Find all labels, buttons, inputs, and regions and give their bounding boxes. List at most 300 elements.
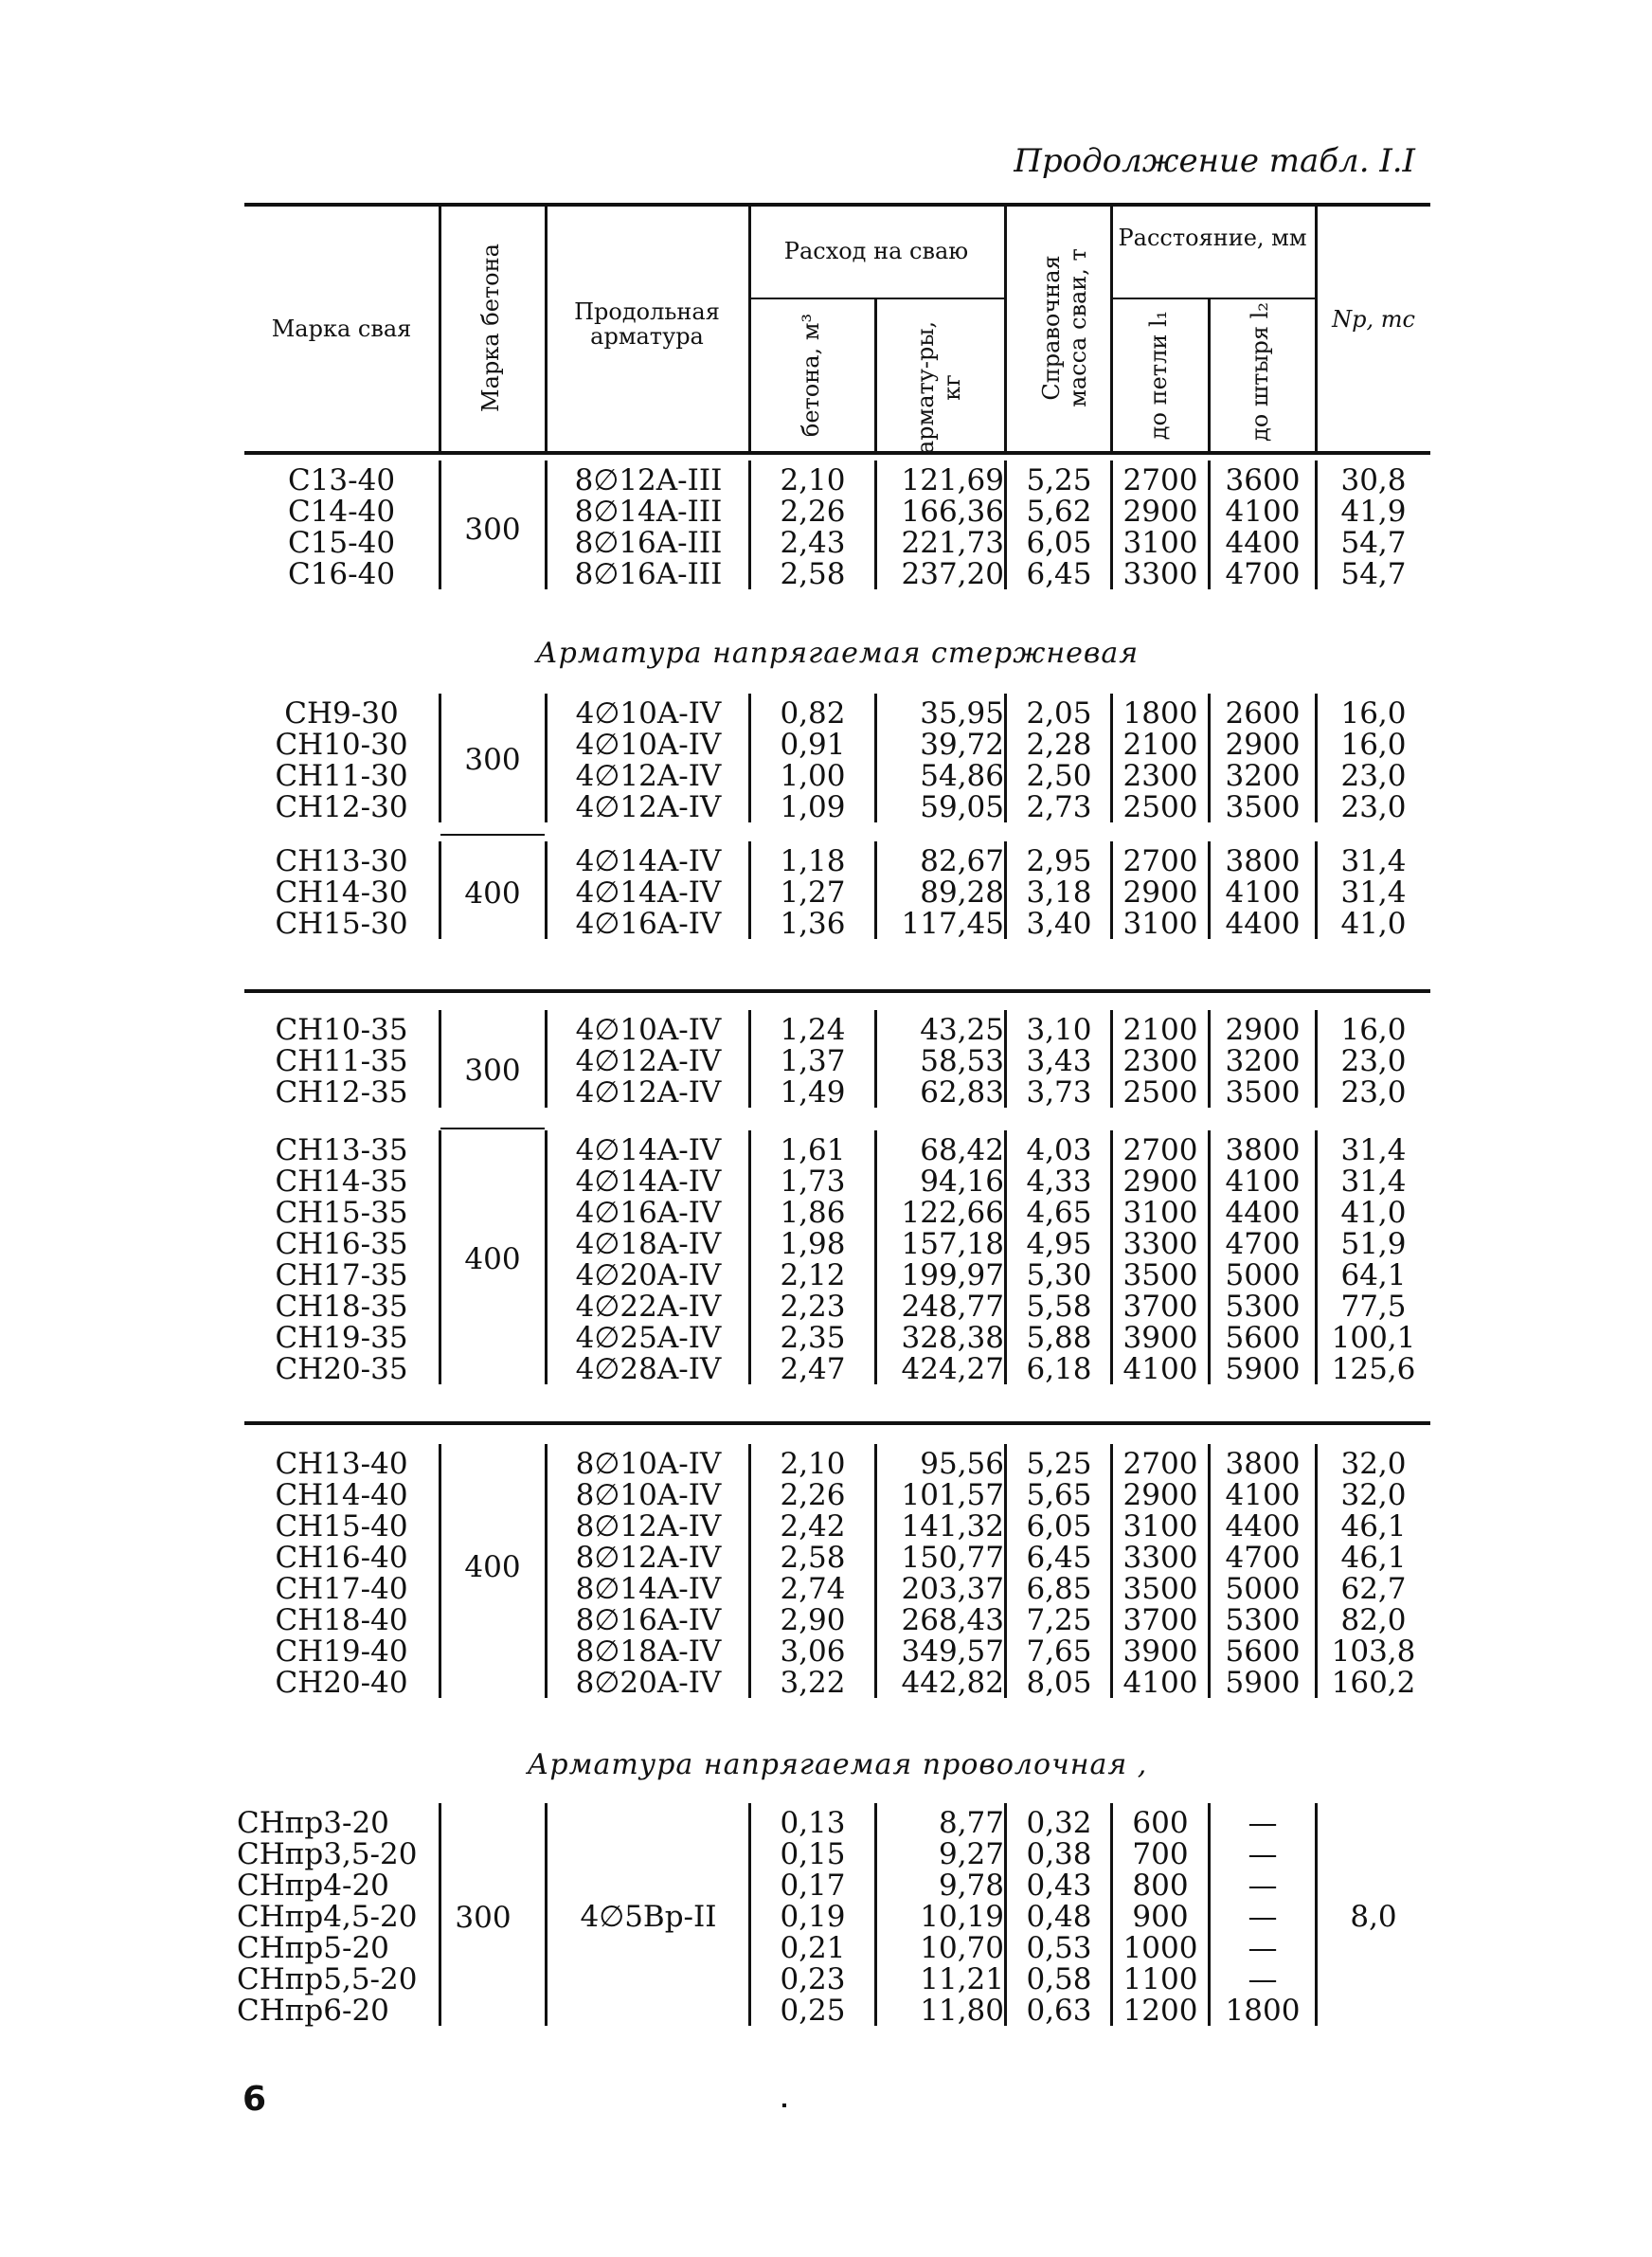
reinforcement: 8∅20A-IV [575, 1666, 722, 1700]
reference-mass: 3,40 [1026, 907, 1092, 941]
reinforcement-mass: 150,77 [901, 1541, 1004, 1575]
concrete-volume: 1,98 [780, 1227, 846, 1261]
distance-to-pin: 4100 [1225, 1165, 1301, 1199]
concrete-volume: 0,91 [780, 728, 846, 762]
concrete-grade-cell: 300 [464, 513, 521, 547]
np-value: 31,4 [1340, 876, 1407, 910]
concrete-grade-cell: 300 [464, 1054, 521, 1088]
distance-to-loop: 2500 [1122, 1075, 1198, 1110]
reinforcement-mass: 117,45 [901, 907, 1004, 941]
reference-mass: 6,45 [1026, 1541, 1092, 1575]
column-separator [1004, 460, 1007, 589]
column-separator [748, 694, 751, 822]
pile-mark: СН17-35 [275, 1258, 408, 1292]
distance-to-pin: 5600 [1225, 1321, 1301, 1355]
concrete-volume: 1,36 [780, 907, 846, 941]
concrete-volume: 3,06 [780, 1634, 846, 1669]
distance-to-pin: 5900 [1225, 1666, 1301, 1700]
table-row [244, 1045, 1430, 1077]
concrete-volume: 2,58 [780, 1541, 846, 1575]
concrete-volume: 0,15 [780, 1837, 846, 1871]
pile-mark: СН16-40 [275, 1541, 408, 1575]
reference-mass: 0,63 [1026, 1994, 1092, 2028]
concrete-grade-cell: 300 [464, 743, 521, 777]
distance-to-loop: 2500 [1122, 790, 1198, 824]
table-row [244, 1353, 1430, 1385]
reference-mass: 4,03 [1026, 1133, 1092, 1167]
reinforcement: 4∅16A-IV [575, 907, 722, 941]
reinforcement: 8∅16A-IV [575, 1603, 722, 1637]
distance-to-loop: 700 [1132, 1837, 1189, 1871]
distance-to-pin: 4400 [1225, 1196, 1301, 1230]
distance-to-pin: — [1248, 1869, 1278, 1903]
header-divider [1208, 299, 1211, 453]
reinforcement-mass: 54,86 [920, 759, 1004, 793]
reference-mass: 4,33 [1026, 1165, 1092, 1199]
reinforcement-mass: 166,36 [901, 495, 1004, 529]
distance-to-pin: 4400 [1225, 526, 1301, 560]
reference-mass: 0,48 [1026, 1900, 1092, 1934]
distance-to-loop: 4100 [1122, 1352, 1198, 1386]
reinforcement-mass: 122,66 [901, 1196, 1004, 1230]
column-separator [874, 841, 877, 939]
reference-mass: 5,25 [1026, 1447, 1092, 1481]
reference-mass: 6,05 [1026, 1509, 1092, 1544]
table-row [244, 1573, 1430, 1605]
table-row [237, 1962, 1430, 1996]
pile-mark: СН15-30 [275, 907, 408, 941]
concrete-volume: 2,35 [780, 1321, 846, 1355]
concrete-volume: 2,23 [780, 1290, 846, 1324]
distance-to-loop: 2700 [1122, 463, 1198, 497]
reference-mass: 7,25 [1026, 1603, 1092, 1637]
distance-to-loop: 1800 [1122, 696, 1198, 731]
np-value: 46,1 [1340, 1541, 1407, 1575]
distance-to-pin: 3800 [1225, 1447, 1301, 1481]
np-value: 160,2 [1331, 1666, 1416, 1700]
header-long-reinf: Продольная арматура [574, 298, 720, 351]
table-row [244, 496, 1430, 528]
column-separator [748, 460, 751, 589]
reinforcement: 4∅14A-IV [575, 1133, 722, 1167]
distance-to-loop: 3900 [1122, 1634, 1198, 1669]
column-separator [1110, 1444, 1113, 1698]
distance-to-pin: 3500 [1225, 1075, 1301, 1110]
reinforcement-mass: 35,95 [920, 696, 1004, 731]
table-row [244, 1134, 1430, 1166]
pile-mark: СН16-35 [275, 1227, 408, 1261]
header-ref-mass: Справочная масса сваи, т [1038, 248, 1091, 407]
reinforcement-mass: 94,16 [920, 1165, 1004, 1199]
wire-reinforcement: 4∅5Bp-II [580, 1900, 717, 1934]
distance-to-loop: 2100 [1122, 728, 1198, 762]
table-row [244, 791, 1430, 823]
reinforcement-mass: 9,78 [938, 1869, 1004, 1903]
pile-mark: СН20-35 [275, 1352, 408, 1386]
table-row [244, 1165, 1430, 1198]
reinforcement: 4∅14A-IV [575, 1165, 722, 1199]
np-value: 31,4 [1340, 844, 1407, 878]
table-row [244, 558, 1430, 590]
np-value: 54,7 [1340, 557, 1407, 591]
reference-mass: 2,05 [1026, 696, 1092, 731]
reinforcement-mass: 141,32 [901, 1509, 1004, 1544]
grade-separator [440, 834, 545, 836]
distance-to-loop: 2900 [1122, 1478, 1198, 1512]
reference-mass: 5,25 [1026, 463, 1092, 497]
table-row [244, 876, 1430, 909]
header-divider [545, 205, 548, 453]
np-value: 16,0 [1340, 728, 1407, 762]
pile-mark: СНпр4-20 [237, 1869, 389, 1903]
np-value: 125,6 [1331, 1352, 1416, 1386]
reinforcement: 4∅10A-IV [575, 1013, 722, 1047]
reference-mass: 0,43 [1026, 1869, 1092, 1903]
distance-to-loop: 2300 [1122, 759, 1198, 793]
table-row [244, 1667, 1430, 1699]
pile-mark: СН14-40 [275, 1478, 408, 1512]
distance-to-loop: 2900 [1122, 1165, 1198, 1199]
reinforcement-mass: 68,42 [920, 1133, 1004, 1167]
np-value: 51,9 [1340, 1227, 1407, 1261]
distance-to-loop: 2100 [1122, 1013, 1198, 1047]
reinforcement-mass: 10,70 [920, 1931, 1004, 1965]
distance-to-pin: 4700 [1225, 557, 1301, 591]
header-subrule [1110, 298, 1315, 299]
concrete-volume: 0,21 [780, 1931, 846, 1965]
np-value: 62,7 [1340, 1572, 1407, 1606]
pile-mark: СН18-40 [275, 1603, 408, 1637]
column-separator [1110, 460, 1113, 589]
concrete-volume: 1,49 [780, 1075, 846, 1110]
concrete-volume: 3,22 [780, 1666, 846, 1700]
pile-mark: СН15-35 [275, 1196, 408, 1230]
pile-mark: СН10-30 [275, 728, 408, 762]
column-separator [1208, 1444, 1211, 1698]
column-separator [545, 1010, 548, 1108]
pile-mark: СНпр4,5-20 [237, 1900, 418, 1934]
concrete-volume: 1,09 [780, 790, 846, 824]
reference-mass: 5,62 [1026, 495, 1092, 529]
distance-to-loop: 800 [1132, 1869, 1189, 1903]
column-separator [1004, 1130, 1007, 1384]
column-separator [1208, 1010, 1211, 1108]
reinforcement: 8∅10A-IV [575, 1478, 722, 1512]
concrete-volume: 1,24 [780, 1013, 846, 1047]
concrete-grade-cell: 400 [464, 876, 521, 911]
reinforcement: 8∅14A-III [574, 495, 723, 529]
header-to-pin: до штыря l₂ [1247, 302, 1273, 442]
distance-to-pin: 4700 [1225, 1227, 1301, 1261]
pile-mark: СН9-30 [284, 696, 399, 731]
header-np: Nр, тс [1332, 306, 1415, 333]
reference-mass: 6,45 [1026, 557, 1092, 591]
reinforcement-mass: 199,97 [901, 1258, 1004, 1292]
reinforcement-mass: 203,37 [901, 1572, 1004, 1606]
block-rule [244, 1421, 1430, 1425]
distance-to-pin: 2900 [1225, 728, 1301, 762]
concrete-volume: 2,10 [780, 463, 846, 497]
reference-mass: 6,05 [1026, 526, 1092, 560]
np-value: 32,0 [1340, 1478, 1407, 1512]
reinforcement: 4∅12A-IV [575, 1075, 722, 1110]
concrete-volume: 1,00 [780, 759, 846, 793]
np-value: 41,0 [1340, 907, 1407, 941]
pile-mark: СН15-40 [275, 1509, 408, 1544]
column-separator [1315, 841, 1318, 939]
concrete-volume: 2,10 [780, 1447, 846, 1481]
distance-to-loop: 2700 [1122, 1447, 1198, 1481]
column-separator [1110, 694, 1113, 822]
reinforcement-mass: 101,57 [901, 1478, 1004, 1512]
table-row [244, 1014, 1430, 1046]
table-row [244, 1322, 1430, 1354]
np-value: 100,1 [1331, 1321, 1416, 1355]
pile-mark: С14-40 [287, 495, 396, 529]
reinforcement: 8∅16A-III [574, 526, 723, 560]
table-row [237, 1869, 1430, 1903]
pile-mark: СНпр6-20 [237, 1994, 389, 2028]
table-row [244, 1604, 1430, 1636]
pile-mark: СН17-40 [275, 1572, 408, 1606]
reinforcement-mass: 11,80 [920, 1994, 1004, 2028]
reinforcement-mass: 268,43 [901, 1603, 1004, 1637]
reinforcement: 8∅10A-IV [575, 1447, 722, 1481]
pile-mark: СН13-30 [275, 844, 408, 878]
pile-mark: СН10-35 [275, 1013, 408, 1047]
concrete-volume: 0,17 [780, 1869, 846, 1903]
concrete-grade-cell: 400 [464, 1242, 521, 1276]
distance-to-pin: 4100 [1225, 876, 1301, 910]
distance-to-pin: 4100 [1225, 495, 1301, 529]
header-consumption: Расход на сваю [783, 238, 969, 264]
distance-to-loop: 3100 [1122, 1196, 1198, 1230]
np-value: 23,0 [1340, 1075, 1407, 1110]
distance-to-loop: 900 [1132, 1900, 1189, 1934]
concrete-volume: 2,74 [780, 1572, 846, 1606]
reinforcement-mass: 8,77 [938, 1806, 1004, 1840]
np-value: 16,0 [1340, 1013, 1407, 1047]
distance-to-loop: 2300 [1122, 1044, 1198, 1078]
concrete-volume: 0,82 [780, 696, 846, 731]
reinforcement-mass: 424,27 [901, 1352, 1004, 1386]
concrete-grade-cell: 400 [464, 1550, 521, 1584]
concrete-volume: 0,13 [780, 1806, 846, 1840]
concrete-volume: 2,26 [780, 1478, 846, 1512]
distance-to-loop: 3100 [1122, 526, 1198, 560]
table-row [244, 1291, 1430, 1323]
column-separator [748, 1130, 751, 1384]
column-separator [1315, 1010, 1318, 1108]
reinforcement: 4∅16A-IV [575, 1196, 722, 1230]
distance-to-pin: 1800 [1225, 1994, 1301, 2028]
distance-to-pin: 5300 [1225, 1603, 1301, 1637]
concrete-volume: 2,26 [780, 495, 846, 529]
column-separator [1208, 841, 1211, 939]
column-separator [1004, 1444, 1007, 1698]
distance-to-pin: 3200 [1225, 1044, 1301, 1078]
pile-mark: СНпр3-20 [237, 1806, 389, 1840]
reference-mass: 5,88 [1026, 1321, 1092, 1355]
reinforcement: 4∅28A-IV [575, 1352, 722, 1386]
column-separator [1208, 460, 1211, 589]
reinforcement-mass: 58,53 [920, 1044, 1004, 1078]
reference-mass: 6,85 [1026, 1572, 1092, 1606]
distance-to-pin: 3500 [1225, 790, 1301, 824]
distance-to-pin: 3800 [1225, 1133, 1301, 1167]
concrete-volume: 1,18 [780, 844, 846, 878]
reference-mass: 3,73 [1026, 1075, 1092, 1110]
distance-to-loop: 3300 [1122, 1227, 1198, 1261]
wire-np: 8,0 [1350, 1900, 1397, 1934]
pile-mark: СН19-40 [275, 1634, 408, 1669]
pile-mark: С15-40 [287, 526, 396, 560]
column-separator [1110, 1130, 1113, 1384]
reference-mass: 6,18 [1026, 1352, 1092, 1386]
reinforcement-mass: 59,05 [920, 790, 1004, 824]
distance-to-loop: 2700 [1122, 1133, 1198, 1167]
reference-mass: 0,58 [1026, 1962, 1092, 1996]
header-mark: Марка свая [271, 316, 412, 342]
column-separator [874, 460, 877, 589]
distance-to-loop: 1200 [1122, 1994, 1198, 2028]
np-value: 23,0 [1340, 759, 1407, 793]
column-separator [1110, 841, 1113, 939]
distance-to-loop: 2900 [1122, 495, 1198, 529]
header-subrule [748, 298, 1004, 299]
reference-mass: 0,32 [1026, 1806, 1092, 1840]
reinforcement: 8∅16A-III [574, 557, 723, 591]
table-row [244, 1259, 1430, 1291]
distance-to-pin: 5000 [1225, 1258, 1301, 1292]
concrete-grade-cell: 300 [455, 1901, 512, 1935]
concrete-volume: 2,42 [780, 1509, 846, 1544]
pile-mark: С13-40 [287, 463, 396, 497]
column-separator [1315, 1444, 1318, 1698]
reinforcement: 4∅10A-IV [575, 696, 722, 731]
table-row [244, 760, 1430, 792]
reinforcement: 4∅22A-IV [575, 1290, 722, 1324]
concrete-volume: 2,43 [780, 526, 846, 560]
pile-mark: СН11-35 [275, 1044, 408, 1078]
header-concrete-m3: бетона, м³ [798, 313, 824, 438]
distance-to-pin: — [1248, 1931, 1278, 1965]
distance-to-pin: 3800 [1225, 844, 1301, 878]
column-separator [748, 841, 751, 939]
column-separator [1315, 1130, 1318, 1384]
column-separator [874, 1130, 877, 1384]
np-value: 82,0 [1340, 1603, 1407, 1637]
header-bottom-rule [244, 451, 1430, 455]
reinforcement-mass: 248,77 [901, 1290, 1004, 1324]
distance-to-pin: — [1248, 1806, 1278, 1840]
distance-to-loop: 3900 [1122, 1321, 1198, 1355]
distance-to-loop: 600 [1132, 1806, 1189, 1840]
block-rule [244, 989, 1430, 993]
distance-to-pin: 2600 [1225, 696, 1301, 731]
column-separator [1315, 460, 1318, 589]
distance-to-pin: 5900 [1225, 1352, 1301, 1386]
np-value: 103,8 [1331, 1634, 1416, 1669]
header-reinf-kg: армату-ры, кг [912, 320, 965, 455]
concrete-volume: 1,86 [780, 1196, 846, 1230]
reference-mass: 2,73 [1026, 790, 1092, 824]
concrete-volume: 1,37 [780, 1044, 846, 1078]
pile-mark: СН13-35 [275, 1133, 408, 1167]
np-value: 23,0 [1340, 1044, 1407, 1078]
table-row [244, 527, 1430, 559]
np-value: 54,7 [1340, 526, 1407, 560]
table-row [244, 1542, 1430, 1574]
reference-mass: 0,38 [1026, 1837, 1092, 1871]
reference-mass: 0,53 [1026, 1931, 1092, 1965]
header-divider [1004, 205, 1007, 453]
column-separator [1208, 1130, 1211, 1384]
section-wire-title: Арматура напрягаемая проволочная , [527, 1748, 1148, 1781]
reinforcement: 4∅14A-IV [575, 844, 722, 878]
reinforcement-mass: 328,38 [901, 1321, 1004, 1355]
distance-to-pin: 5000 [1225, 1572, 1301, 1606]
np-value: 41,0 [1340, 1196, 1407, 1230]
header-distance: Расстояние, мм [1118, 225, 1307, 251]
reference-mass: 5,65 [1026, 1478, 1092, 1512]
pile-mark: СНпр3,5-20 [237, 1837, 418, 1871]
reference-mass: 5,30 [1026, 1258, 1092, 1292]
np-value: 32,0 [1340, 1447, 1407, 1481]
table-row [244, 729, 1430, 761]
column-separator [1004, 841, 1007, 939]
table-row [244, 464, 1430, 497]
distance-to-pin: 2900 [1225, 1013, 1301, 1047]
reinforcement-mass: 43,25 [920, 1013, 1004, 1047]
table-row [237, 1806, 1430, 1840]
column-separator [545, 1444, 548, 1698]
np-value: 30,8 [1340, 463, 1407, 497]
reference-mass: 7,65 [1026, 1634, 1092, 1669]
distance-to-loop: 1000 [1122, 1931, 1198, 1965]
concrete-volume: 0,23 [780, 1962, 846, 1996]
reference-mass: 2,95 [1026, 844, 1092, 878]
column-separator [874, 694, 877, 822]
table-row [244, 1076, 1430, 1109]
reinforcement: 4∅12A-IV [575, 790, 722, 824]
reference-mass: 4,65 [1026, 1196, 1092, 1230]
reinforcement: 8∅12A-IV [575, 1509, 722, 1544]
reinforcement: 4∅12A-IV [575, 759, 722, 793]
distance-to-pin: 5600 [1225, 1634, 1301, 1669]
pile-mark: СН14-35 [275, 1165, 408, 1199]
column-separator [545, 460, 548, 589]
table-row [244, 697, 1430, 730]
pile-mark: СН14-30 [275, 876, 408, 910]
distance-to-pin: — [1248, 1900, 1278, 1934]
reinforcement-mass: 95,56 [920, 1447, 1004, 1481]
reinforcement: 8∅14A-IV [575, 1572, 722, 1606]
np-value: 46,1 [1340, 1509, 1407, 1544]
table-header [244, 205, 1430, 453]
table-row [237, 1994, 1430, 2028]
reference-mass: 3,18 [1026, 876, 1092, 910]
distance-to-pin: 3600 [1225, 463, 1301, 497]
reinforcement-mass: 62,83 [920, 1075, 1004, 1110]
reinforcement: 4∅10A-IV [575, 728, 722, 762]
reference-mass: 8,05 [1026, 1666, 1092, 1700]
concrete-volume: 2,90 [780, 1603, 846, 1637]
distance-to-loop: 3700 [1122, 1603, 1198, 1637]
distance-to-loop: 2700 [1122, 844, 1198, 878]
distance-to-loop: 3100 [1122, 1509, 1198, 1544]
distance-to-loop: 3500 [1122, 1572, 1198, 1606]
